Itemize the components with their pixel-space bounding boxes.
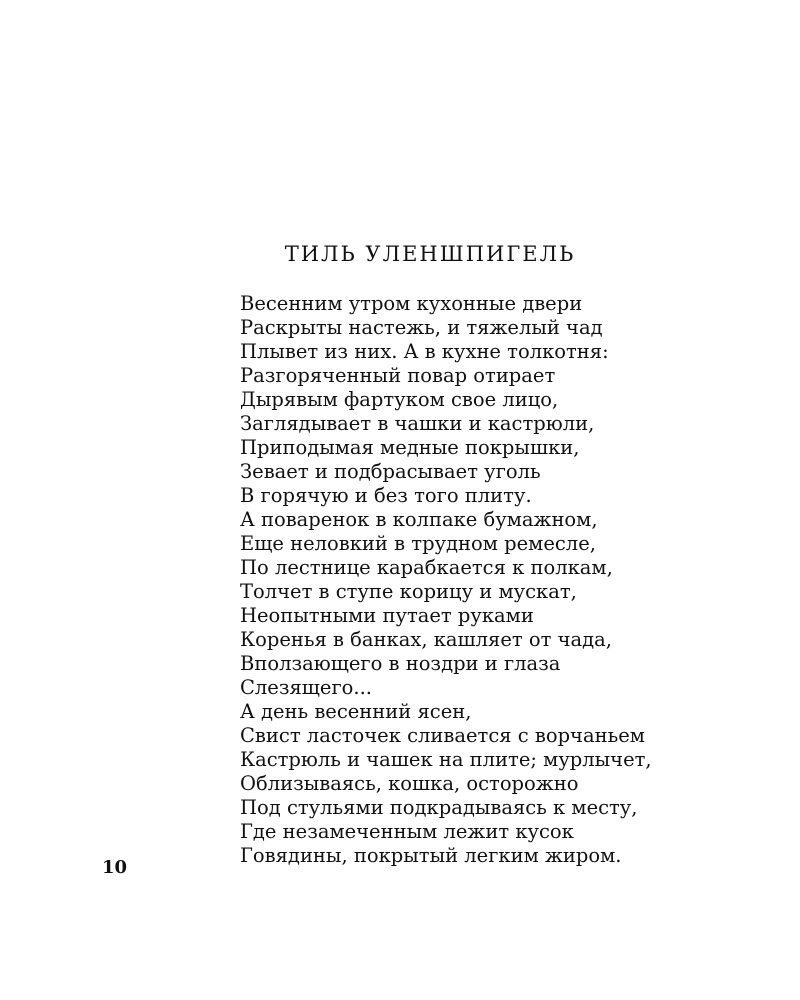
- poem-line: Толчет в ступе корицу и мускат,: [240, 580, 577, 603]
- poem-line: А поваренок в колпаке бумажном,: [240, 508, 598, 531]
- poem-line: Зевает и подбрасывает уголь: [240, 460, 541, 483]
- poem-line: А день весенний ясен,: [240, 700, 472, 723]
- poem-body: [240, 292, 652, 868]
- poem-line: В горячую и без того плиту.: [240, 484, 532, 507]
- poem-line: По лестнице карабкается к полкам,: [240, 556, 613, 579]
- poem-line: Говядины, покрытый легким жиром.: [240, 844, 622, 867]
- poem-line: Свист ласточек сливается с ворчаньем: [240, 724, 645, 747]
- poem-line: Коренья в банках, кашляет от чада,: [240, 628, 612, 651]
- poem-line: Весенним утром кухонные двери: [240, 292, 583, 315]
- poem-line: Приподымая медные покрышки,: [240, 436, 580, 459]
- poem-line: Еще неловкий в трудном ремесле,: [240, 532, 596, 555]
- page-number: 10: [102, 857, 128, 878]
- poem-line: Неопытными путает руками: [240, 604, 534, 627]
- poem-title: ТИЛЬ УЛЕНШПИГЕЛЬ: [284, 242, 576, 266]
- poem-line: Раскрыты настежь, и тяжелый чад: [240, 316, 603, 339]
- poem-line: Заглядывает в чашки и кастрюли,: [240, 412, 595, 435]
- poem-line: Кастрюль и чашек на плите; мурлычет,: [240, 748, 652, 771]
- poem-line: Под стульями подкрадываясь к месту,: [240, 796, 638, 819]
- poem-line: Слезящего...: [240, 676, 373, 699]
- poem-line: Облизываясь, кошка, осторожно: [240, 772, 579, 795]
- poem-line: Дырявым фартуком свое лицо,: [240, 388, 559, 411]
- poem-line: Плывет из них. А в кухне толкотня:: [240, 340, 609, 363]
- poem-line: Разгоряченный повар отирает: [240, 364, 556, 387]
- poem-line: Вползающего в ноздри и глаза: [240, 652, 561, 675]
- poem-line: Где незамеченным лежит кусок: [240, 820, 574, 843]
